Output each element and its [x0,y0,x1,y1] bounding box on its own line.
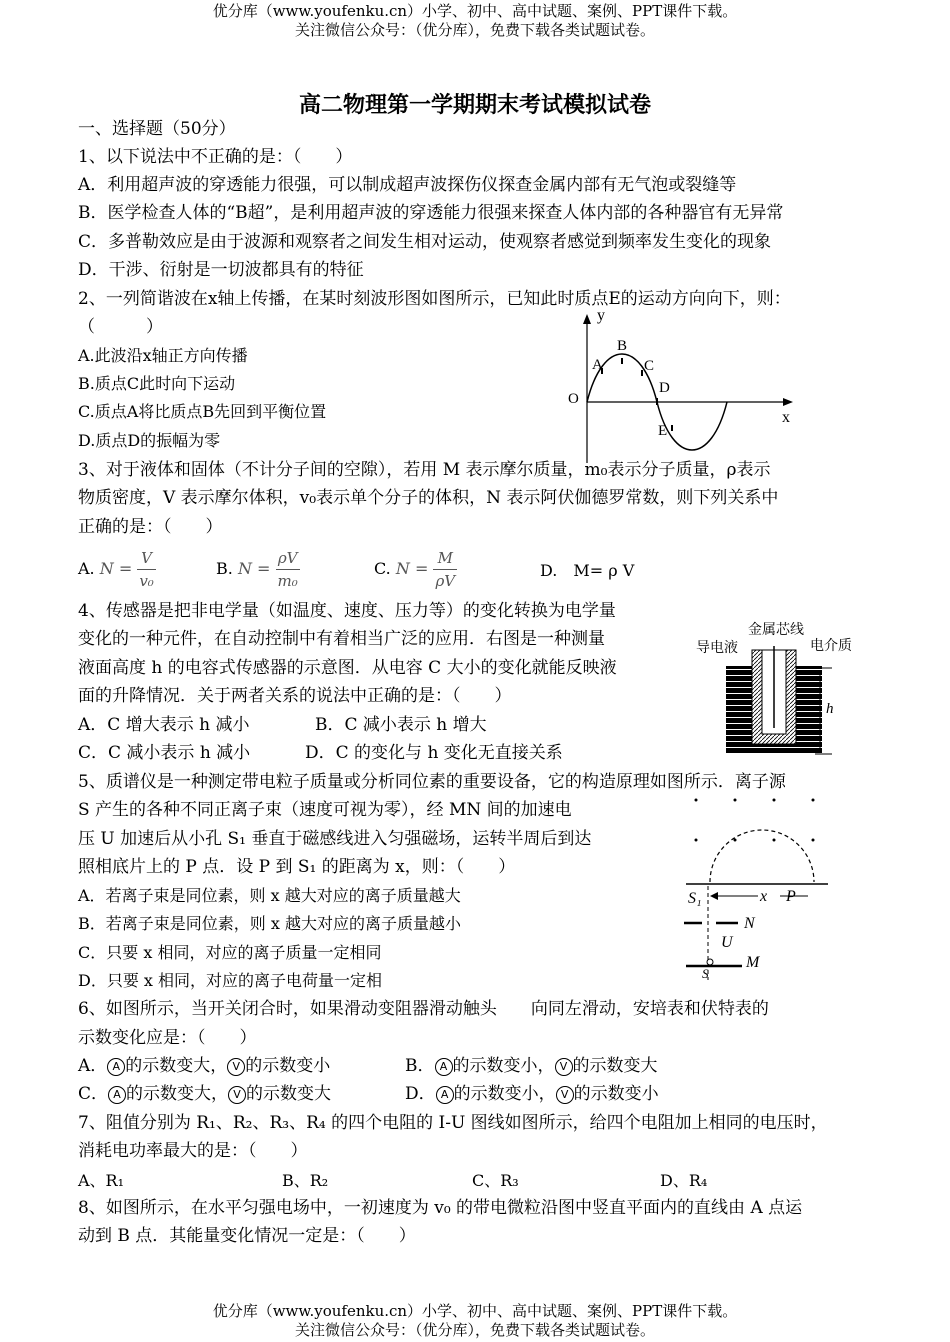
p-label: P [786,888,796,905]
wave-label-c: C [644,358,655,374]
x-dimension-arrow [710,892,718,900]
q6-option-d: D． A 的示数变小， V 的示数变小 [405,1084,659,1104]
ammeter-icon: A [436,1086,454,1104]
q8-line-2: 动到 B 点．其能量变化情况一定是：（ ） [78,1226,416,1246]
h-label: h [826,701,834,717]
q3-line-3: 正确的是：（ ） [78,517,223,537]
q5-option-d: D．只要 x 相同，对应的离子电荷量一定相 [78,971,383,990]
q5-option-a: A．若离子束是同位素，则 x 越大对应的离子质量越大 [78,886,461,905]
q3-option-b: B. N = $\frac{\rho V}{\text{m₀}}$ [216,549,298,590]
liquid-label: 导电液 [696,641,738,656]
q4-option-d: D．C 的变化与 h 变化无直接关系 [305,743,563,763]
q1-option-c: C．多普勒效应是由于波源和观察者之间发生相对运动，使观察者感觉到频率发生变化的现象 [78,232,772,252]
voltmeter-icon: V [556,1086,574,1104]
header-line-1: 优分库（www.youfenku.cn）小学、初中、高中试题、案例、PPT课件下载。 [212,2,738,20]
q7-line-1: 7、阻值分别为 R₁、R₂、R₃、R₄ 的四个电阻的 I-U 图线如图所示，给四个电阻加上相同的电压时， [78,1113,828,1133]
q3-line-2: 物质密度，V 表示摩尔体积，v₀表示单个分子的体积，N 表示阿伏伽德罗常数，则下列关系中 [78,488,779,508]
q3-option-a: A. N = $\frac{V}{\text{v₀}}$ [78,549,154,590]
q1-option-a: A．利用超声波的穿透能力很强，可以制成超声波探伤仪探查金属内部有无气泡或裂缝等 [78,175,737,195]
header-line-2: 关注微信公众号：（优分库），免费下载各类试题试卷。 [294,21,655,39]
wave-label-origin: O [568,391,579,407]
q5-option-b: B．若离子束是同位素，则 x 越大对应的离子质量越小 [78,914,461,933]
q7-option-a: A、R₁ [78,1171,125,1190]
q3-option-d: D. M= ρ V [540,561,635,580]
q4-line-4: 面的升降情况．关于两者关系的说法中正确的是：（ ） [78,686,512,706]
q7-line-2: 消耗电功率最大的是：（ ） [78,1141,308,1161]
s1-label: S₁ [688,890,702,907]
footer-line-1: 优分库（www.youfenku.cn）小学、初中、高中试题、案例、PPT课件下载。 [212,1302,738,1320]
q8-line-1: 8、如图所示，在水平匀强电场中，一初速度为 v₀ 的带电微粒沿图中竖直平面内的直线由 A 点运 [78,1198,803,1218]
ammeter-icon: A [108,1086,126,1104]
m-label: M [746,954,760,971]
voltmeter-icon: V [227,1058,245,1076]
x-label: x [760,888,768,905]
q2-option-b: B.质点C此时向下运动 [78,374,236,393]
q6-option-c: C． A 的示数变大， V 的示数变大 [78,1084,332,1104]
ion-source [707,959,713,965]
q5-line-1: 5、质谱仪是一种测定带电粒子质量或分析同位素的重要设备，它的构造原理如图所示．离子源 [78,772,786,792]
q4-line-3: 液面高度 h 的电容式传感器的示意图．从电容 C 大小的变化就能反映液 [78,658,617,678]
q4-option-a: A．C 增大表示 h 减小 [78,715,250,735]
q4-line-2: 变化的一种元件，在自动控制中有着相当广泛的应用．右图是一种测量 [78,629,605,649]
page-title: 高二物理第一学期期末考试模拟试卷 [298,92,651,118]
wave-label-a: A [592,357,603,373]
q5-option-c: C．只要 x 相同，对应的离子质量一定相同 [78,943,382,962]
q2-option-d: D.质点D的振幅为零 [78,431,221,450]
wave-x-arrow [783,398,793,406]
q2-option-a: A.此波沿x轴正方向传播 [78,346,248,365]
q1-option-b: B．医学检查人体的“B超”，是利用超声波的穿透能力很强来探查人体内部的各种器官有无异常 [78,203,784,223]
q4-option-c: C．C 减小表示 h 减小 [78,743,251,763]
magnetic-field-dots [695,799,815,842]
mass-spectrometer-figure [678,790,838,980]
q6-line-2: 示数变化应是：（ ） [78,1028,257,1048]
q1-stem: 1、以下说法中不正确的是：（ ） [78,147,353,167]
ammeter-icon: A [107,1058,125,1076]
q5-line-2: S 产生的各种不同正离子束（速度可视为零），经 MN 间的加速电 [78,800,572,820]
wave-label-x: x [782,409,790,426]
q6-option-a: A． A 的示数变大， V 的示数变小 [78,1056,331,1076]
dielectric-label: 电介质 [810,639,852,654]
q7-option-b: B、R₂ [282,1171,329,1190]
wave-label-b: B [617,338,628,354]
n-label: N [744,915,755,932]
voltmeter-icon: V [555,1058,573,1076]
q4-line-1: 4、传感器是把非电学量（如温度、速度、压力等）的变化转换为电学量 [78,601,616,621]
section-heading: 一、选择题（50分） [78,119,236,139]
ion-path [710,830,814,882]
q2-stem-blank: （ ） [78,317,163,337]
wave-label-y: y [597,308,605,324]
footer-line-2: 关注微信公众号：（优分库），免费下载各类试题试卷。 [294,1321,655,1339]
q2-option-c: C.质点A将比质点B先回到平衡位置 [78,402,327,421]
q6-option-b: B． A 的示数变小， V 的示数变大 [405,1056,658,1076]
core-label: 金属芯线 [748,623,804,638]
q4-option-b: B．C 减小表示 h 增大 [315,715,487,735]
q3-line-1: 3、对于液体和固体（不计分子间的空隙），若用 M 表示摩尔质量，m₀表示分子质量，ρ表示 [78,460,771,480]
q7-option-d: D、R₄ [660,1171,708,1190]
q3-option-c: C. N = $\frac{M}{\rho V}$ [374,549,456,590]
q1-option-d: D．干涉、衍射是一切波都具有的特征 [78,260,364,280]
q5-line-4: 照相底片上的 P 点．设 P 到 S₁ 的距离为 x，则：（ ） [78,857,516,877]
q5-line-3: 压 U 加速后从小孔 S₁ 垂直于磁感线进入匀强磁场，运转半周后到达 [78,829,592,849]
capacitor-sensor-figure [690,616,870,761]
q7-option-c: C、R₃ [472,1171,519,1190]
q6-line-1: 6、如图所示，当开关闭合时，如果滑动变阻器滑动触头 向同左滑动，安培表和伏特表的 [78,999,769,1019]
s-label: S [702,966,709,980]
u-label: U [721,934,733,951]
q2-stem: 2、一列简谐波在x轴上传播，在某时刻波形图如图所示，已知此时质点E的运动方向向下，则： [78,289,791,309]
wave-label-d: D [659,380,670,396]
wave-y-arrow [583,314,591,324]
wave-label-e: E [658,423,668,439]
wave-figure [555,308,805,468]
ammeter-icon: A [435,1058,453,1076]
voltmeter-icon: V [228,1086,246,1104]
